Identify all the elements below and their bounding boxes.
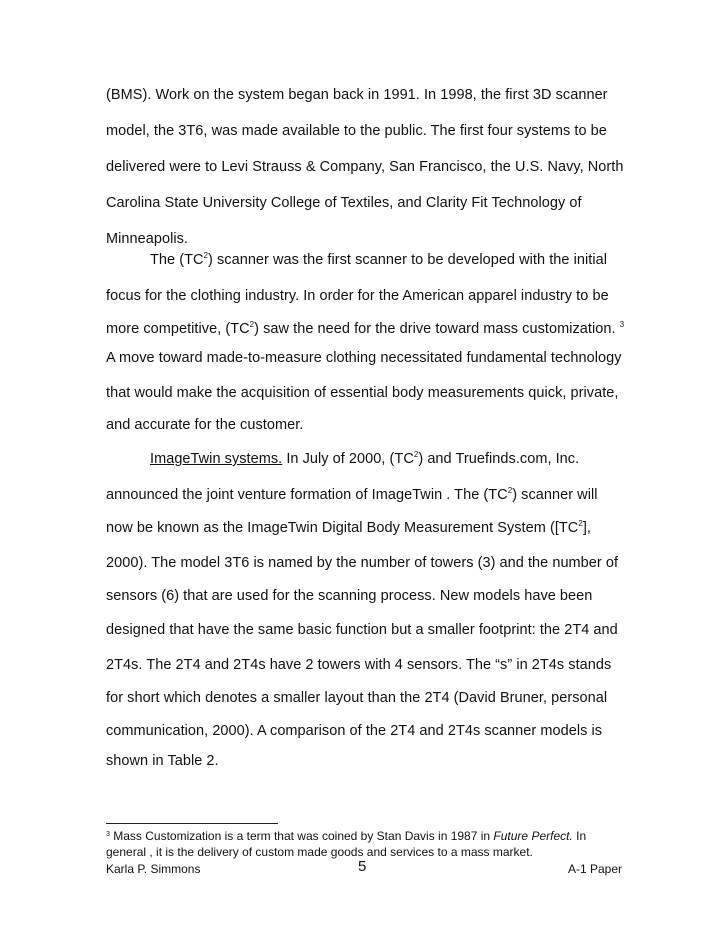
paragraph-2-line: focus for the clothing industry. In order for the American apparel industry to be (106, 288, 609, 304)
paragraph-3-line: ImageTwin systems. In July of 2000, $(TC^2)$ and Truefinds.com, Inc. (150, 450, 580, 467)
book-title: Future Perfect. (493, 829, 573, 843)
footnote-divider (106, 823, 278, 824)
body-line: Minneapolis. (106, 231, 189, 247)
paragraph-3-line: 2000). The model 3T6 is named by the number of towers (3) and the number of (106, 555, 619, 571)
body-line: Carolina State University College of Textiles, and Clarity Fit Technology of (106, 195, 582, 211)
paragraph-2-line: more competitive, $(TC^2)$ saw the need for the drive toward mass customization. $^3$ (106, 320, 625, 337)
section-heading: ImageTwin systems. (150, 451, 283, 467)
paragraph-3-line: now be known as the ImageTwin Digital Body Measurement System ($[TC^2]$, (106, 519, 592, 536)
paragraph-2-line: A move toward made-to-measure clothing necessitated fundamental technology (106, 350, 622, 366)
paragraph-2-line: The $(TC^2)$ scanner was the first scanner to be developed with the initial (150, 251, 607, 268)
paragraph-3-line: shown in Table 2. (106, 753, 219, 769)
footer-label: A-1 Paper (567, 862, 622, 876)
paragraph-2-line: that would make the acquisition of essential body measurements quick, private, (106, 385, 619, 401)
body-line: model, the 3T6, was made available to the public. The first four systems to be (106, 123, 607, 139)
paragraph-3-line: announced the joint venture formation of ImageTwin . The $(TC^2)$ scanner will (106, 486, 598, 503)
paragraph-3-line: for short which denotes a smaller layout than the 2T4 (David Bruner, personal (106, 690, 608, 706)
body-line: (BMS). Work on the system began back in 1991. In 1998, the first 3D scanner (106, 87, 608, 103)
footer-author: Karla P. Simmons (106, 862, 201, 876)
paragraph-3-line: communication, 2000). A comparison of the 2T4 and 2T4s scanner models is (106, 723, 603, 739)
footnote-line: $^3$ Mass Customization is a term that was coined by Stan Davis in 1987 in Future Perfect. In (106, 829, 587, 843)
body-line: delivered were to Levi Strauss & Company, San Francisco, the U.S. Navy, North (106, 159, 624, 175)
footnote-line: general , it is the delivery of custom made goods and services to a mass market. (106, 845, 533, 859)
paragraph-3-line: designed that have the same basic function but a smaller footprint: the 2T4 and (106, 622, 618, 638)
page-number: 5 (358, 858, 367, 875)
paragraph-3-line: sensors (6) that are used for the scanning process. New models have been (106, 588, 593, 604)
paragraph-3-line: 2T4s. The 2T4 and 2T4s have 2 towers with 4 sensors. The “s” in 2T4s stands (106, 657, 612, 673)
footnote-reference: 3 (619, 320, 625, 329)
paragraph-2-line: and accurate for the customer. (106, 417, 304, 433)
